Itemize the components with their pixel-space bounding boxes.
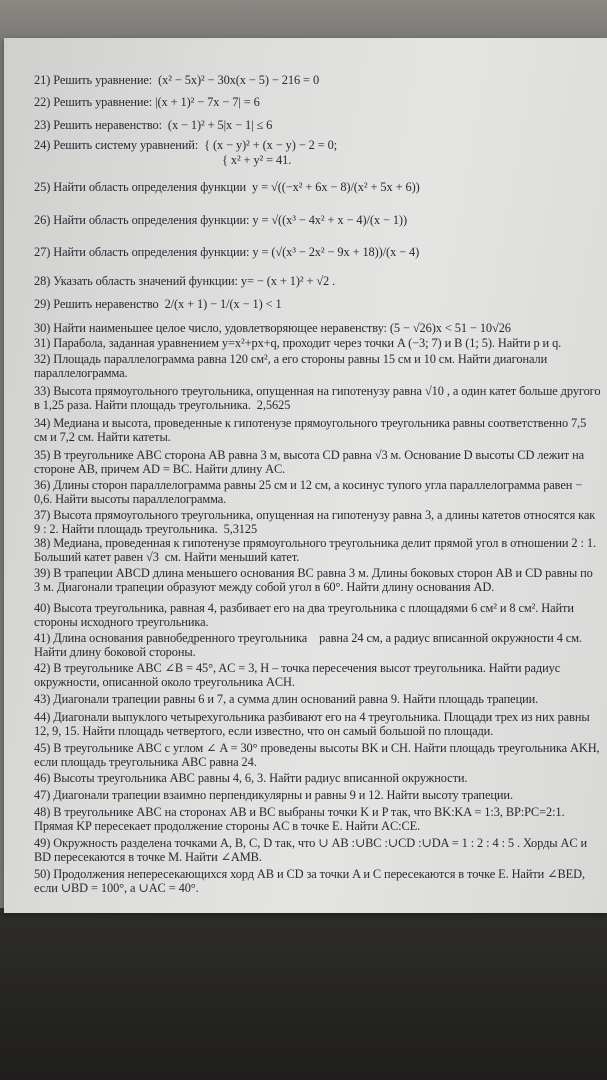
worksheet-page: [4, 38, 607, 913]
problem-43: 43) Диагонали трапеции равны 6 и 7, а сумма длин оснований равна 9. Найти площадь трапеции.: [34, 692, 539, 706]
problem-34: 34) Медиана и высота, проведенные к гипотенузе прямоугольного треугольника равны соответственно 7,5 см и 7,2 см. Найти катеты.: [34, 416, 590, 444]
problem-32: 32) Площадь параллелограмма равна 120 см², а его стороны равны 15 см и 10 см. Найти диагонали параллелограмма.: [34, 352, 551, 380]
problem-39: 39) В трапеции ABCD длина меньшего основания BC равна 3 м. Длины боковых сторон AB и CD равны по 3 м. Диагонали трапеции образуют между собой угол в 60°. Найти длину основания AD.: [34, 566, 596, 594]
problem-21: 21) Решить уравнение: (x² − 5x)² − 30x(x − 5) − 216 = 0: [34, 73, 320, 87]
problem-48: 48) В треугольнике ABC на сторонах AB и BC выбраны точки K и P так, что BK:KA = 1:3, BP:PC=2:1. Прямая KP пересекает продолжение стороны AC в точке E. Найти AC:CE.: [34, 805, 568, 833]
problem-46: 46) Высоты треугольника ABC равны 4, 6, 3. Найти радиус вписанной окружности.: [34, 771, 468, 785]
problem-38: 38) Медиана, проведенная к гипотенузе прямоугольного треугольника делит прямой угол в отношении 2 : 1. Больший катет равен √3 см. Найти меньший катет.: [34, 536, 599, 564]
problem-50: 50) Продолжения непересекающихся хорд AB и CD за точки A и C пересекаются в точке E. Найти ∠BED, если ∪BD = 100°, а ∪AC = 40°.: [34, 867, 588, 895]
problem-25: 25) Найти область определения функции y = √((−x² + 6x − 8)/(x² + 5x + 6)): [34, 180, 420, 194]
problem-35: 35) В треугольнике ABC сторона AB равна 3 м, высота CD равна √3 м. Основание D высоты CD лежит на стороне AB, причем AD = BC. Найти длину AC.: [34, 448, 588, 476]
problem-31: 31) Парабола, заданная уравнением y=x²+px+q, проходит через точки A (−3; 7) и B (1; 5). Найти p и q.: [34, 336, 562, 350]
background-desk: [0, 908, 607, 1080]
problem-36: 36) Длины сторон параллелограмма равны 25 см и 12 см, а косинус тупого угла параллелограмма равен − 0,6. Найти высоты параллелограмма.: [34, 478, 586, 506]
background-wall: [0, 0, 607, 40]
problem-45: 45) В треугольнике ABC с углом ∠ A = 30° проведены высоты BK и CH. Найти площадь треугольника AKH, если площадь треугольника ABC равна 24.: [34, 741, 603, 769]
problem-27: 27) Найти область определения функции: y = (√(x³ − 2x² − 9x + 18))/(x − 4): [34, 245, 420, 259]
problem-24-line-2: { x² + y² = 41.: [222, 153, 292, 167]
problem-24-line-1: 24) Решить систему уравнений: { (x − y)² + (x − y) − 2 = 0;: [34, 138, 338, 152]
problem-41: 41) Длина основания равнобедренного треугольника равна 24 см, а радиус вписанной окружности 4 см. Найти длину боковой стороны.: [34, 631, 594, 659]
problem-37: 37) Высота прямоугольного треугольника, опущенная на гипотенузу равна 3, а длины катетов относятся как 9 : 2. Найти площадь треугольника. 5,3125: [34, 508, 599, 536]
problem-33: 33) Высота прямоугольного треугольника, опущенная на гипотенузу равна √10 , а один катет больше другого в 1,25 раза. Найти площадь треугольника. 2,5625: [34, 384, 604, 412]
problem-30: 30) Найти наименьшее целое число, удовлетворяющее неравенству: (5 − √26)x < 51 − 10√26: [34, 321, 511, 335]
problem-28: 28) Указать область значений функции: y= − (x + 1)² + √2 .: [34, 274, 336, 288]
problem-49: 49) Окружность разделена точками A, B, C, D так, что ∪ AB :∪BC :∪CD :∪DA = 1 : 2 : 4 : 5 . Хорды AC и BD пересекаются в точке M. Найти ∠AMB.: [34, 836, 591, 864]
problem-44: 44) Диагонали выпуклого четырехугольника разбивают его на 4 треугольника. Площади трех из них равны 12, 9, 15. Найти площадь четвертого, если известно, что он самый большой по площади.: [34, 710, 593, 738]
problem-22: 22) Решить уравнение: |(x + 1)² − 7x − 7| = 6: [34, 95, 260, 109]
problem-47: 47) Диагонали трапеции взаимно перпендикулярны и равны 9 и 12. Найти высоту трапеции.: [34, 788, 513, 802]
problem-29: 29) Решить неравенство 2/(x + 1) − 1/(x − 1) < 1: [34, 297, 282, 311]
problem-26: 26) Найти область определения функции: y = √((x³ − 4x² + x − 4)/(x − 1)): [34, 213, 407, 227]
problem-42: 42) В треугольнике ABC ∠B = 45°, AC = 3, H – точка пересечения высот треугольника. Найти радиус окружности, описанной около треугольника ACH.: [34, 661, 564, 689]
problem-40: 40) Высота треугольника, равная 4, разбивает его на два треугольника с площадями 6 см² и 8 см². Найти стороны исходного треугольника.: [34, 601, 577, 629]
problem-23: 23) Решить неравенство: (x − 1)² + 5|x − 1| ≤ 6: [34, 118, 273, 132]
